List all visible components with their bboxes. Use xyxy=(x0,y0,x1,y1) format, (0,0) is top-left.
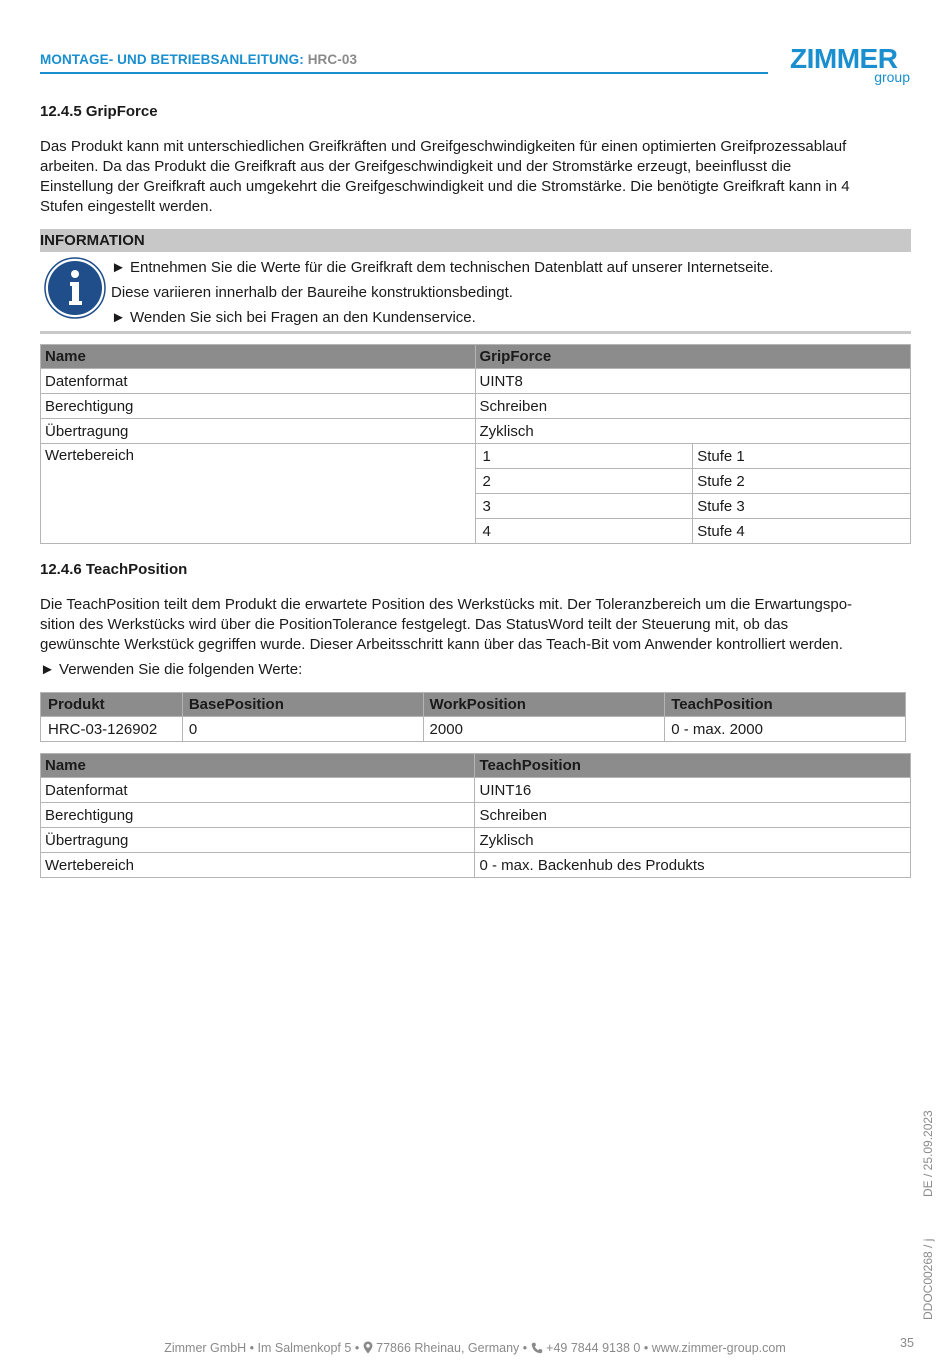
table-header-cell: TeachPosition xyxy=(665,693,906,717)
table-cell: 2000 xyxy=(423,717,665,742)
table-header-cell: Name xyxy=(41,754,475,778)
bullet-separator: • xyxy=(249,1341,258,1355)
header-product: HRC-03 xyxy=(307,52,358,67)
table-cell: HRC-03-126902 xyxy=(41,717,183,742)
table-row xyxy=(41,803,911,828)
table-row xyxy=(41,369,911,394)
table-header-cell: Name xyxy=(41,345,476,369)
table-cell: Zyklisch xyxy=(475,419,911,444)
table-header-cell: BasePosition xyxy=(182,693,423,717)
table-cell: Stufe 4 xyxy=(693,519,911,544)
table-cell: Datenformat xyxy=(41,778,475,803)
bullet-separator: • xyxy=(354,1341,363,1355)
paragraph-line: Stufen eingestellt werden. xyxy=(40,198,213,215)
table-row xyxy=(41,717,906,742)
sidebar-date: DE / 25.09.2023 xyxy=(921,1110,935,1197)
table-cell: Stufe 2 xyxy=(693,469,911,494)
table-header-cell: TeachPosition xyxy=(475,754,911,778)
page-footer xyxy=(0,1341,950,1357)
bullet-separator: • xyxy=(643,1341,652,1355)
table-cell: Wertebereich xyxy=(41,444,476,544)
location-pin-icon xyxy=(363,1341,373,1357)
information-bottom-rule xyxy=(40,331,911,334)
info-line-1: ► Entnehmen Sie die Werte für die Greifkraft dem technischen Datenblatt auf unserer Internetseite. xyxy=(111,259,774,276)
table-header-row xyxy=(41,345,911,369)
paragraph-line: arbeiten. Da das Produkt die Greifkraft aus der Greifgeschwindigkeit und der Stromstärke erzeugt, beeinflusst die xyxy=(40,158,792,175)
info-line-3: ► Wenden Sie sich bei Fragen an den Kundenservice. xyxy=(111,309,476,326)
footer-street: Im Salmenkopf 5 xyxy=(257,1341,352,1355)
table-cell: UINT8 xyxy=(475,369,911,394)
table-row xyxy=(41,419,911,444)
table-cell: Datenformat xyxy=(41,369,476,394)
table-cell: Berechtigung xyxy=(41,394,476,419)
table-header-cell: GripForce xyxy=(475,345,911,369)
info-line-2: Diese variieren innerhalb der Baureihe konstruktionsbedingt. xyxy=(111,284,513,301)
paragraph-line: Einstellung der Greifkraft auch umgekehrt die Greifgeschwindigkeit und die Stromstärke. Die benötigte Greifkraft kann in 4 xyxy=(40,178,850,195)
table-cell: Schreiben xyxy=(475,394,911,419)
table-cell: Zyklisch xyxy=(475,828,911,853)
table-row xyxy=(41,778,911,803)
paragraph-line: Das Produkt kann mit unterschiedlichen Greifkräften und Greifgeschwindigkeiten für einen optimierten Greifprozessablauf xyxy=(40,138,847,155)
paragraph-line: gewünschte Werkstück gegriffen wurde. Dieser Arbeitsschritt kann über das Teach-Bit vom Anwender kontrolliert werden. xyxy=(40,636,843,653)
table-cell: 3 xyxy=(475,494,693,519)
information-bar xyxy=(40,229,911,252)
table-row xyxy=(41,394,911,419)
table-cell: 1 xyxy=(475,444,693,469)
bullet-separator: • xyxy=(522,1341,531,1355)
table-cell: 0 - max. 2000 xyxy=(665,717,906,742)
table-cell: 0 - max. Backenhub des Produkts xyxy=(475,853,911,878)
footer-phone: +49 7844 9138 0 xyxy=(546,1341,641,1355)
phone-icon xyxy=(531,1342,543,1357)
table-header-cell: Produkt xyxy=(41,693,183,717)
teachposition-paragraph xyxy=(40,595,910,655)
table-cell: Übertragung xyxy=(41,419,476,444)
logo-sub: group xyxy=(874,69,910,85)
table-row xyxy=(41,828,911,853)
table-cell: Übertragung xyxy=(41,828,475,853)
instruction-line: ► Verwenden Sie die folgenden Werte: xyxy=(40,661,303,678)
table-cell: UINT16 xyxy=(475,778,911,803)
logo-word: ZIMMER xyxy=(790,43,898,74)
table-cell: 2 xyxy=(475,469,693,494)
sidebar-doc-number: DDOC00268 / j xyxy=(921,1238,935,1320)
teach-values-table xyxy=(40,692,906,742)
paragraph-line: sition des Werkstücks wird über die PositionTolerance festgelegt. Das StatusWord teilt der Steuerung mit, ob das xyxy=(40,616,789,633)
table-row xyxy=(41,444,911,469)
footer-city: 77866 Rheinau, Germany xyxy=(376,1341,520,1355)
document-header xyxy=(40,52,357,67)
gripforce-table xyxy=(40,344,911,544)
footer-company: Zimmer GmbH xyxy=(164,1341,247,1355)
table-cell: Wertebereich xyxy=(41,853,475,878)
table-row xyxy=(41,853,911,878)
table-cell: Stufe 1 xyxy=(693,444,911,469)
gripforce-paragraph xyxy=(40,137,910,217)
paragraph-line: Die TeachPosition teilt dem Produkt die erwartete Position des Werkstücks mit. Der Toleranzbereich um die Erwartungspo- xyxy=(40,596,853,613)
table-header-row xyxy=(41,754,911,778)
header-title: MONTAGE- UND BETRIEBSANLEITUNG: xyxy=(40,52,304,67)
table-cell: Schreiben xyxy=(475,803,911,828)
info-icon xyxy=(44,257,106,319)
section-heading-gripforce: 12.4.5 GripForce xyxy=(40,103,158,120)
table-cell: Stufe 3 xyxy=(693,494,911,519)
table-cell: Berechtigung xyxy=(41,803,475,828)
table-cell: 0 xyxy=(182,717,423,742)
table-header-row xyxy=(41,693,906,717)
zimmer-logo xyxy=(790,44,912,88)
footer-website: www.zimmer-group.com xyxy=(651,1341,786,1355)
table-cell: 4 xyxy=(475,519,693,544)
table-header-cell: WorkPosition xyxy=(423,693,665,717)
header-rule xyxy=(40,72,768,74)
section-heading-teachposition: 12.4.6 TeachPosition xyxy=(40,561,188,578)
teachposition-table xyxy=(40,753,911,878)
information-label: INFORMATION xyxy=(40,232,145,249)
page-number: 35 xyxy=(900,1336,914,1350)
